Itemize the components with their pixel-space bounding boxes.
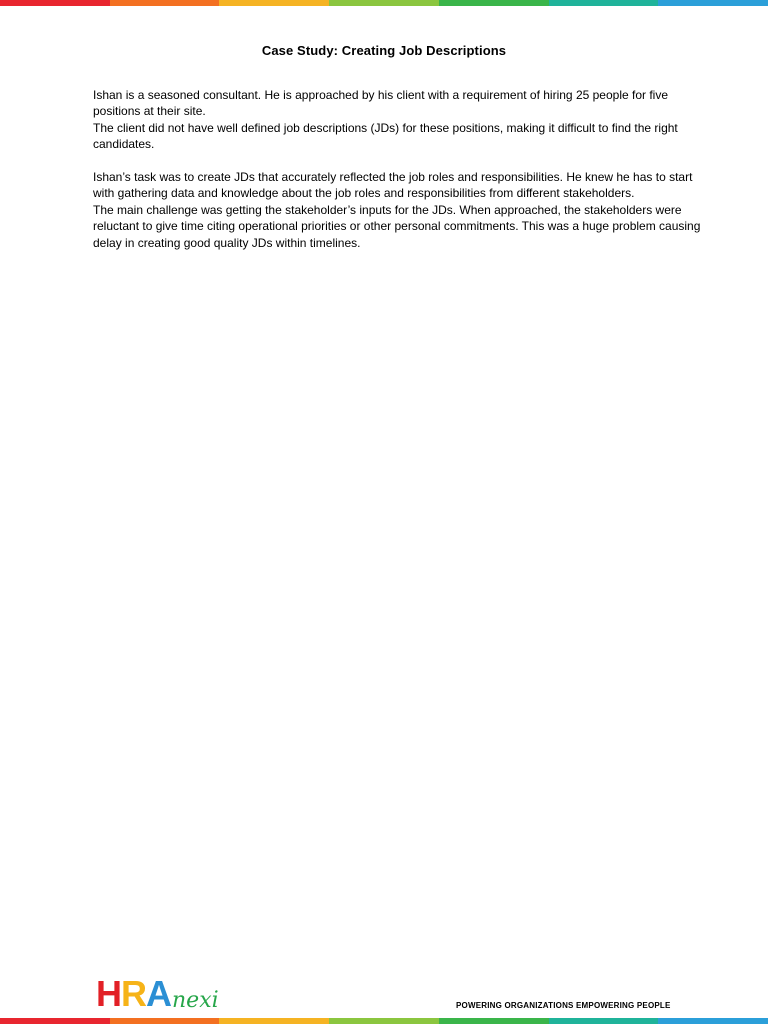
bottom-color-band [0, 1018, 768, 1024]
logo-word-nexi: nexi [172, 988, 219, 1013]
band-segment-lime [329, 0, 439, 6]
footer-tagline: POWERING ORGANIZATIONS EMPOWERING PEOPLE [456, 1001, 671, 1010]
paragraph-intro: Ishan is a seasoned consultant. He is approached by his client with a requirement of hiring 25 people for five positions at their site. [93, 88, 669, 119]
logo-letter-r: R [121, 973, 146, 1014]
hranexi-logo [96, 972, 219, 1012]
band-segment-blue [658, 1018, 768, 1024]
band-segment-red [0, 0, 110, 6]
paragraph-task: Ishan’s task was to create JDs that accurately reflected the job roles and responsibilities. He knew he has to start with gathering data and knowledge about the job roles and responsibilities from different stakeholders. [93, 170, 693, 201]
band-segment-yellow [219, 0, 329, 6]
band-segment-teal [549, 0, 659, 6]
band-segment-green [439, 0, 549, 6]
paragraph-challenge: The main challenge was getting the stakeholder’s inputs for the JDs. When approached, the stakeholders were reluctant to give time citing operational priorities or other personal commitments. This was a huge problem causing delay in creating good quality JDs within timelines. [93, 202, 701, 250]
band-segment-teal [549, 1018, 659, 1024]
band-segment-orange [110, 0, 220, 6]
case-study-body [93, 87, 705, 251]
band-segment-yellow [219, 1018, 329, 1024]
paragraph-spacer [93, 153, 705, 169]
logo-letter-a: A [146, 973, 171, 1014]
paragraph-problem: The client did not have well defined job descriptions (JDs) for these positions, making it difficult to find the right candidates. [93, 120, 678, 152]
logo-letter-h: H [96, 973, 121, 1014]
band-segment-orange [110, 1018, 220, 1024]
top-color-band [0, 0, 768, 6]
band-segment-lime [329, 1018, 439, 1024]
band-segment-blue [658, 0, 768, 6]
band-segment-green [439, 1018, 549, 1024]
band-segment-red [0, 1018, 110, 1024]
page-title: Case Study: Creating Job Descriptions [261, 43, 507, 58]
